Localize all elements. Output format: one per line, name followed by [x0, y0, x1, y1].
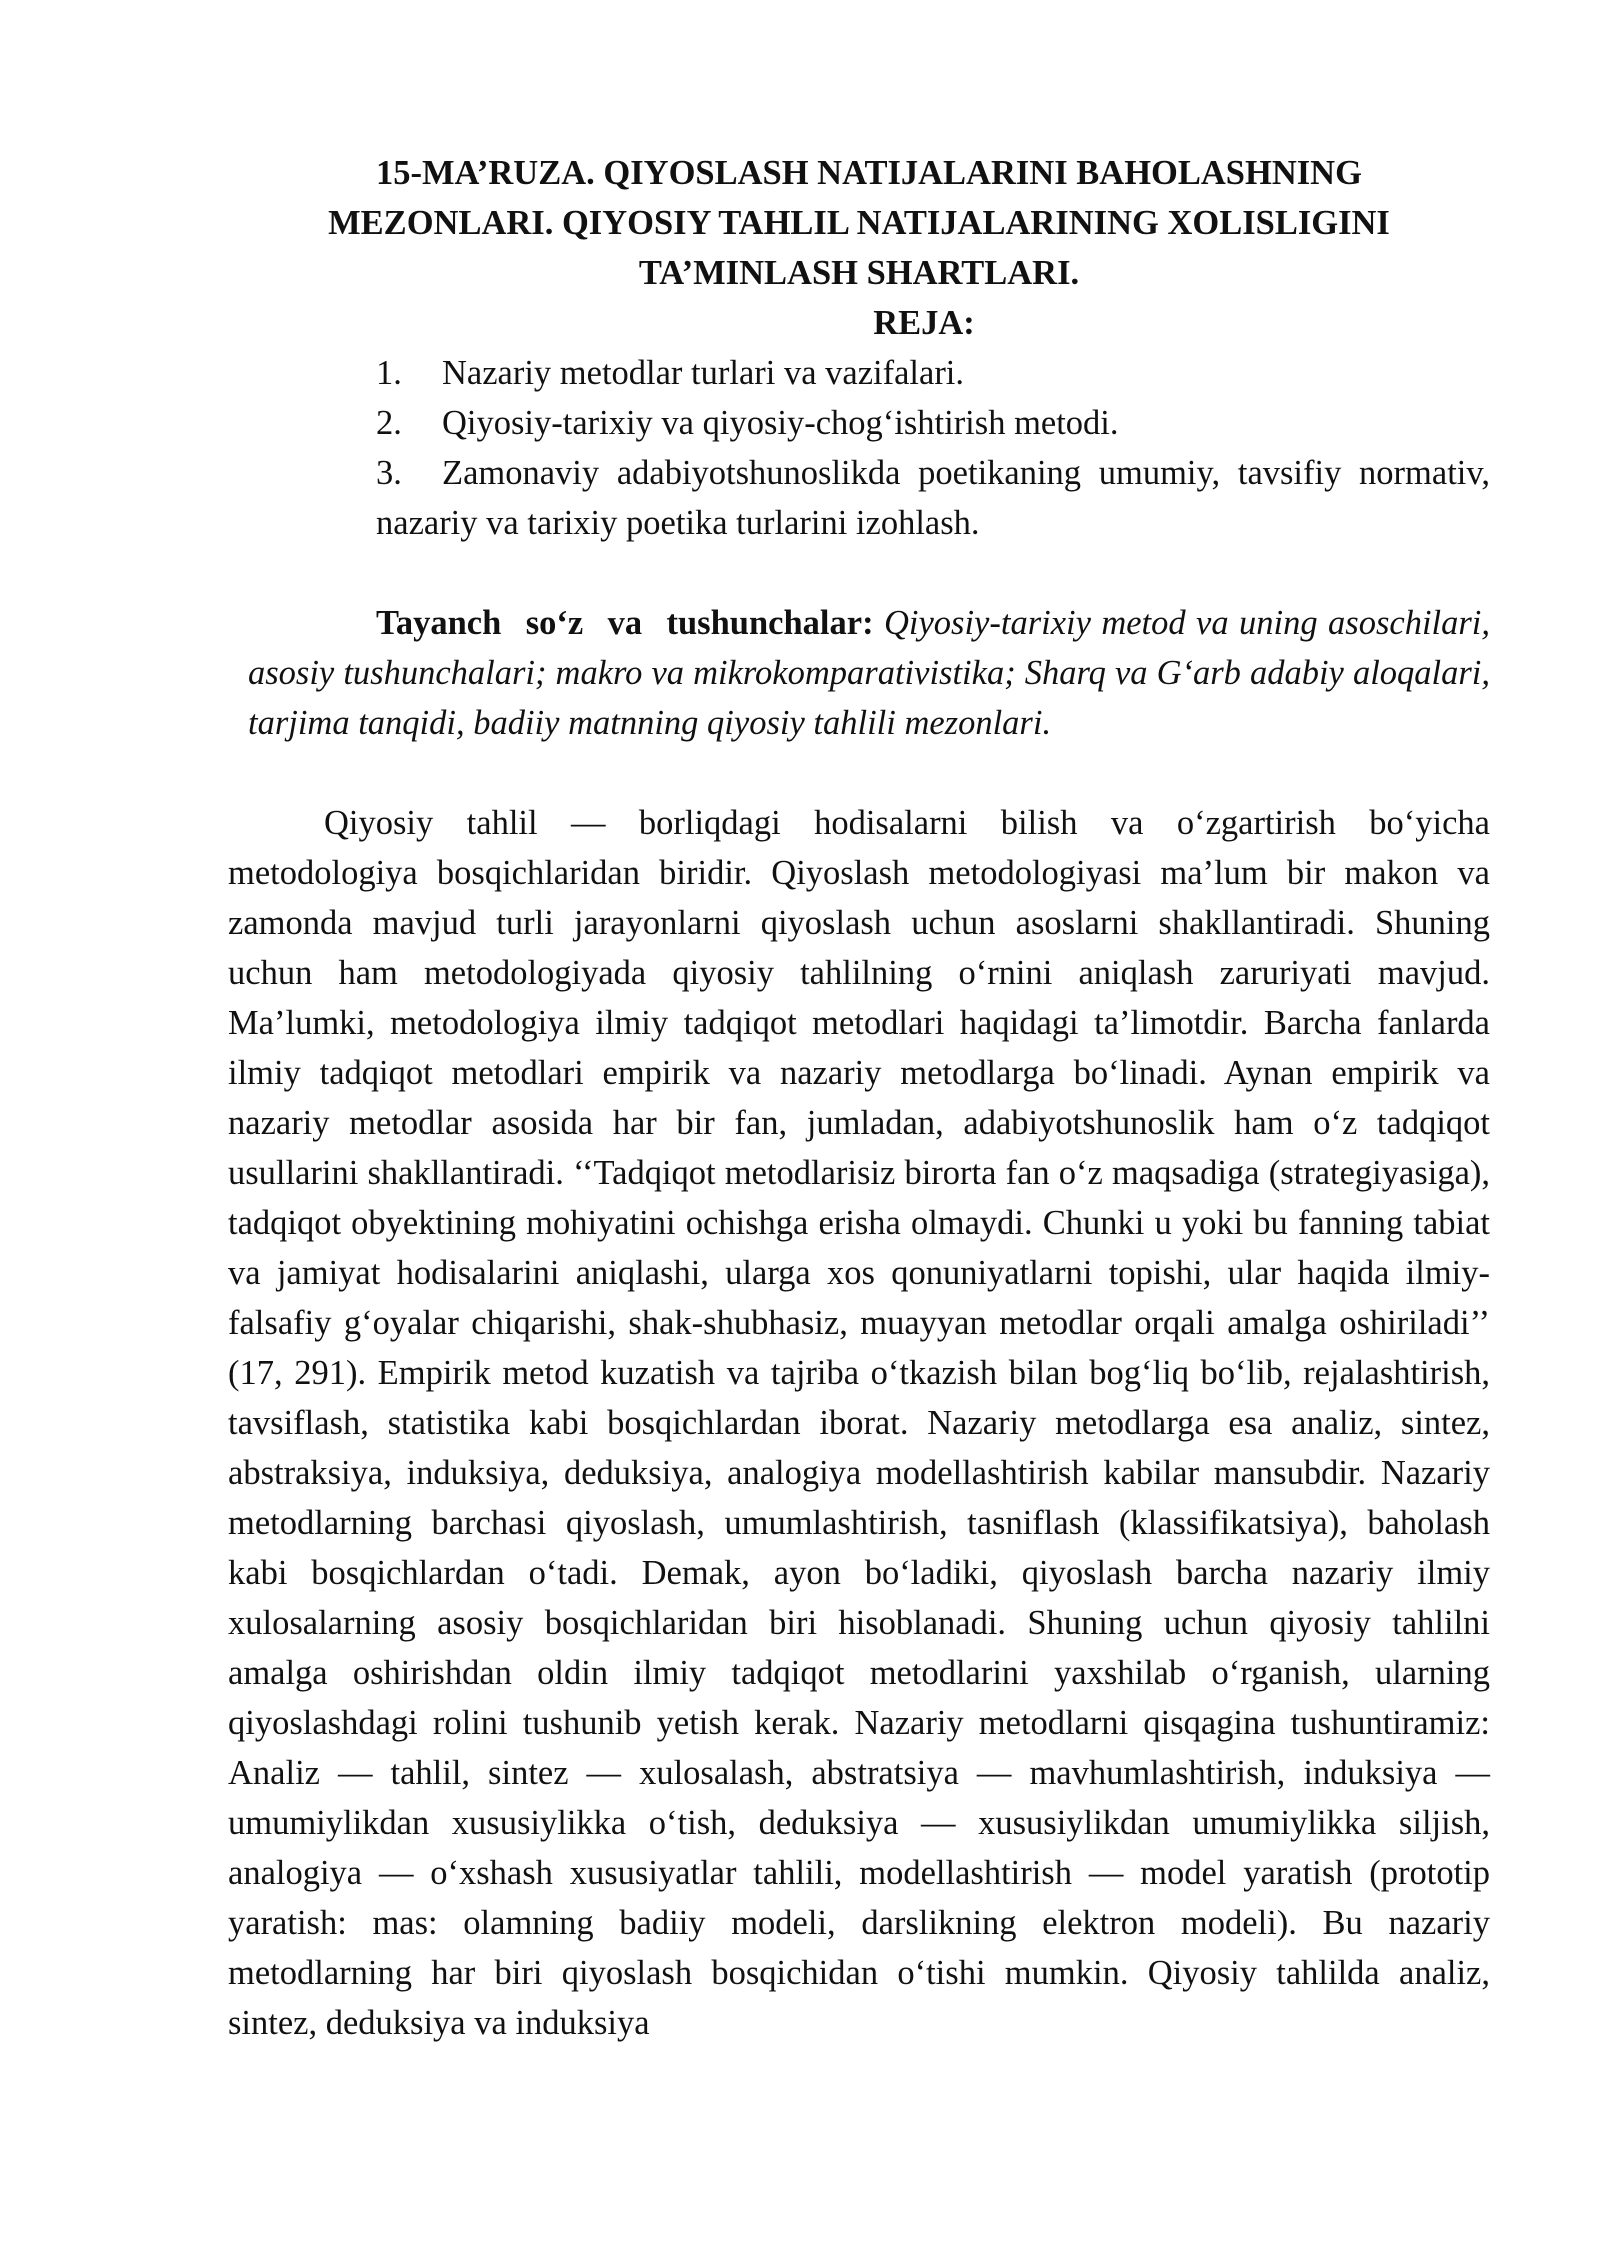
plan-item-number: 2. — [376, 404, 402, 442]
keywords-paragraph — [248, 598, 1490, 748]
plan-item-number: 3. — [376, 454, 402, 492]
lecture-title — [228, 148, 1490, 298]
plan-item — [376, 348, 1490, 398]
plan-item — [376, 398, 1490, 448]
keywords-label: Tayanch so‘z va tushunchalar: — [376, 604, 874, 642]
body-paragraph: Qiyosiy tahlil — borliqdagi hodisalarni bilish va o‘zgartirish bo‘yicha metodologiya bosqichlaridan biridir. Qiyoslash metodologiyasi ma’lum bir makon va zamonda mavjud turli jarayonlarni qiyoslash uchun asoslarni shakllantiradi. Shuning uchun ham metodologiyada qiyosiy tahlilning o‘rnini aniqlash zaruriyati mavjud. Ma’lumki, metodologiya ilmiy tadqiqot metodlari haqidagi ta’limotdir. Barcha fanlarda ilmiy tadqiqot metodlari empirik va nazariy metodlarga bo‘linadi. Aynan empirik va nazariy metodlar asosida har bir fan, jumladan, adabiyotshunoslik ham o‘z tadqiqot usullarini shakllantiradi. ‘‘Tadqiqot metodlarisiz birorta fan o‘z maqsadiga (strategiyasiga), tadqiqot obyektining mohiyatini ochishga erisha olmaydi. Chunki u yoki bu fanning tabiat va jamiyat hodisalarini aniqlashi, ularga xos qonuniyatlarni topishi, ular haqida ilmiy-falsafiy g‘oyalar chiqarishi, shak-shubhasiz, muayyan metodlar orqali amalga oshiriladi’’ (17, 291). Empirik metod kuzatish va tajriba o‘tkazish bilan bog‘liq bo‘lib, rejalashtirish, tavsiflash, statistika kabi bosqichlardan iborat. Nazariy metodlarga esa analiz, sintez, abstraksiya, induksiya, deduksiya, analogiya modellashtirish kabilar mansubdir. Nazariy metodlarning barchasi qiyoslash, umumlashtirish, tasniflash (klassifikatsiya), baholash kabi bosqichlardan o‘tadi. Demak, ayon bo‘ladiki, qiyoslash barcha nazariy ilmiy xulosalarning asosiy bosqichlaridan biri hisoblanadi. Shuning uchun qiyosiy tahlilni amalga oshirishdan oldin ilmiy tadqiqot metodlarini yaxshilab o‘rganish, ularning qiyoslashdagi rolini tushunib yetish kerak. Nazariy metodlarni qisqagina tushuntiramiz: Analiz — tahlil, sintez — xulosalash, abstratsiya — mavhumlashtirish, induksiya — umumiylikdan xususiylikka o‘tish, deduksiya — xususiylikdan umumiylikka siljish, analogiya — o‘xshash xususiyatlar tahlili, modellashtirish — model yaratish (prototip yaratish: mas: olamning badiiy modeli, darslikning elektron modeli). Bu nazariy metodlarning har biri qiyoslash bosqichidan o‘tishi mumkin. Qiyosiy tahlilda analiz, sintez, deduksiya va induksiya — [228, 804, 1490, 2042]
lecture-title-line-1: 15-MA’RUZA. QIYOSLASH NATIJALARINI BAHOLASHNING — [376, 154, 1362, 192]
keywords-text: Qiyosiy-tarixiy metod va uning asoschilari, asosiy tushunchalari; makro va mikrokomparativistika; Sharq va G‘arb adabiy aloqalari, tarjima tanqidi, badiiy matnning qiyosiy tahlili mezonlari. — [248, 604, 1491, 742]
plan-item — [376, 448, 1490, 548]
lecture-title-line-2: MEZONLARI. QIYOSIY TAHLIL NATIJALARINING XOLISLIGINI — [328, 204, 1390, 242]
plan-list — [228, 348, 1490, 548]
plan-title: REJA: — [873, 304, 975, 342]
plan-item-text: Qiyosiy-tarixiy va qiyosiy-chog‘ishtirish metodi. — [442, 404, 1119, 442]
plan-item-number: 1. — [376, 354, 402, 392]
plan-item-text: Nazariy metodlar turlari va vazifalari. — [442, 354, 965, 392]
document-page — [228, 148, 1490, 2048]
lecture-title-line-3: TA’MINLASH SHARTLARI. — [638, 254, 1080, 292]
plan-item-text: Zamonaviy adabiyotshunoslikda poetikaning umumiy, tavsifiy normativ, nazariy va tarixiy poetika turlarini izohlash. — [376, 454, 1490, 542]
